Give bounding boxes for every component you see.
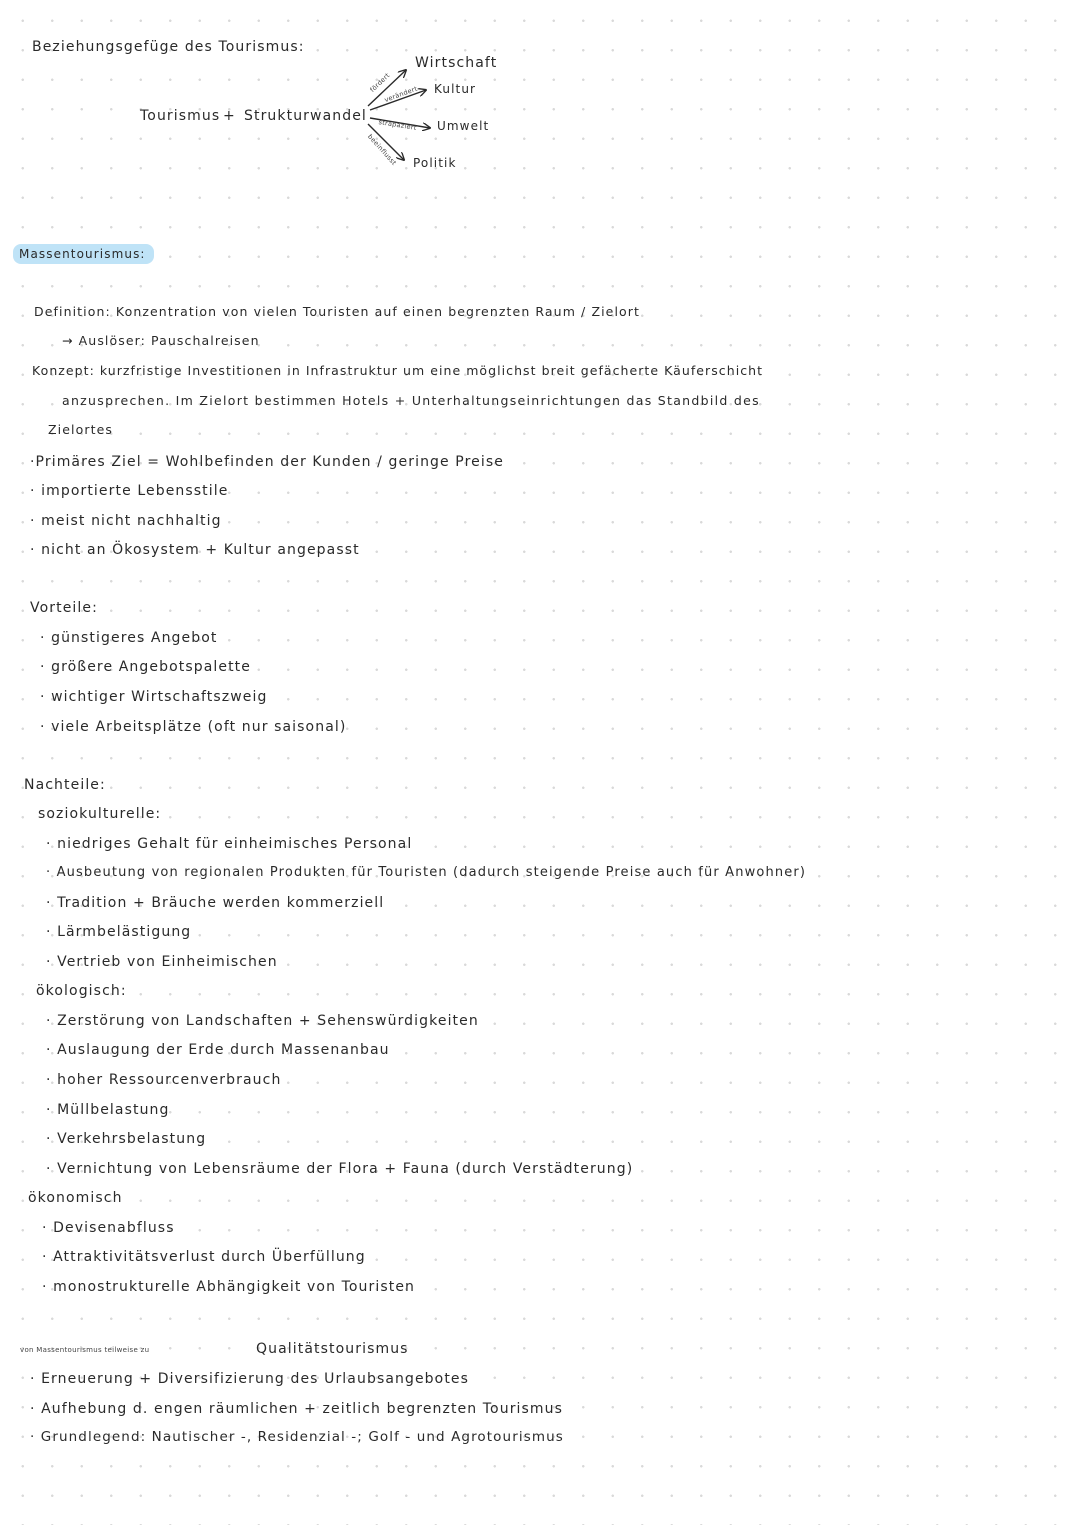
sozio-item: · Tradition + Bräuche werden kommerziell	[46, 895, 385, 911]
diagram-center-strukturwandel: Strukturwandel	[244, 108, 367, 124]
diagram-arrows	[0, 0, 1080, 260]
qualitaet-prefix: von Massentourismus teilweise zu	[20, 1346, 150, 1354]
oeko-item: · Verkehrsbelastung	[46, 1131, 207, 1147]
vorteil-item: · viele Arbeitsplätze (oft nur saisonal)	[40, 719, 347, 735]
vorteil-item: · größere Angebotspalette	[40, 659, 251, 675]
konzept-line-3: Zielortes	[48, 422, 113, 437]
diagram-title: Beziehungsgefüge des Tourismus:	[32, 39, 305, 55]
heading-vorteile: Vorteile:	[30, 600, 98, 616]
target-wirtschaft: Wirtschaft	[415, 55, 498, 71]
vorteil-item: · wichtiger Wirtschaftszweig	[40, 689, 268, 705]
sozio-item: · Lärmbelästigung	[46, 924, 192, 940]
heading-massentourismus: Massentourismus:	[13, 244, 154, 264]
verb-beeinflusst: beeinflusst	[366, 132, 398, 167]
vorteil-item: · günstigeres Angebot	[40, 630, 218, 646]
target-politik: Politik	[413, 156, 457, 170]
sozio-item: · Ausbeutung von regionalen Produkten für Touristen (dadurch steigende Preise auch für Anwohner)	[46, 865, 807, 880]
point-lebensstile: · importierte Lebensstile	[30, 483, 229, 499]
definition: Definition: Konzentration von vielen Touristen auf einen begrenzten Raum / Zielort	[34, 304, 641, 319]
qualitaet-item: · Grundlegend: Nautischer -, Residenzial -; Golf - und Agrotourismus	[30, 1429, 564, 1445]
ausloeser: → Auslöser: Pauschalreisen	[62, 333, 260, 348]
point-nachhaltig: · meist nicht nachhaltig	[30, 513, 222, 529]
point-angepasst: · nicht an Ökosystem + Kultur angepasst	[30, 542, 360, 558]
oekon-item: · monostrukturelle Abhängigkeit von Touristen	[42, 1279, 416, 1295]
diagram-source-tourismus: Tourismus	[140, 108, 221, 124]
subheading-oekologisch: ökologisch:	[36, 983, 127, 999]
qualitaet-title: Qualitätstourismus	[256, 1341, 409, 1357]
qualitaet-item: · Erneuerung + Diversifizierung des Urlaubsangebotes	[30, 1371, 470, 1387]
sozio-item: · niedriges Gehalt für einheimisches Personal	[46, 836, 413, 852]
oekon-item: · Devisenabfluss	[42, 1220, 175, 1236]
oekon-item: · Attraktivitätsverlust durch Überfüllung	[42, 1249, 366, 1265]
verb-strapaziert: strapaziert	[378, 118, 418, 133]
konzept-line-2: anzusprechen. Im Zielort bestimmen Hotels + Unterhaltungseinrichtungen das Standbild des	[62, 393, 760, 408]
heading-nachteile: Nachteile:	[24, 777, 106, 793]
oeko-item: · Müllbelastung	[46, 1102, 170, 1118]
oeko-item: · Vernichtung von Lebensräume der Flora + Fauna (durch Verstädterung)	[46, 1161, 634, 1177]
subheading-oekonomisch: ökonomisch	[28, 1190, 123, 1206]
oeko-item: · hoher Ressourcenverbrauch	[46, 1072, 282, 1088]
qualitaet-item: · Aufhebung d. engen räumlichen + zeitlich begrenzten Tourismus	[30, 1401, 564, 1417]
sozio-item: · Vertrieb von Einheimischen	[46, 954, 278, 970]
subheading-soziokulturell: soziokulturelle:	[38, 806, 162, 822]
target-kultur: Kultur	[434, 82, 477, 96]
diagram-plus: +	[223, 108, 236, 124]
point-primaeres-ziel: ·Primäres Ziel = Wohlbefinden der Kunden / geringe Preise	[30, 454, 504, 470]
verb-foerdert: fördert	[368, 71, 392, 94]
oeko-item: · Auslaugung der Erde durch Massenanbau	[46, 1042, 390, 1058]
target-umwelt: Umwelt	[437, 119, 490, 133]
oeko-item: · Zerstörung von Landschaften + Sehenswürdigkeiten	[46, 1013, 479, 1029]
konzept-line-1: Konzept: kurzfristige Investitionen in Infrastruktur um eine möglichst breit gefächerte Käuferschicht	[32, 363, 764, 378]
verb-veraendert: verändert	[383, 84, 419, 104]
